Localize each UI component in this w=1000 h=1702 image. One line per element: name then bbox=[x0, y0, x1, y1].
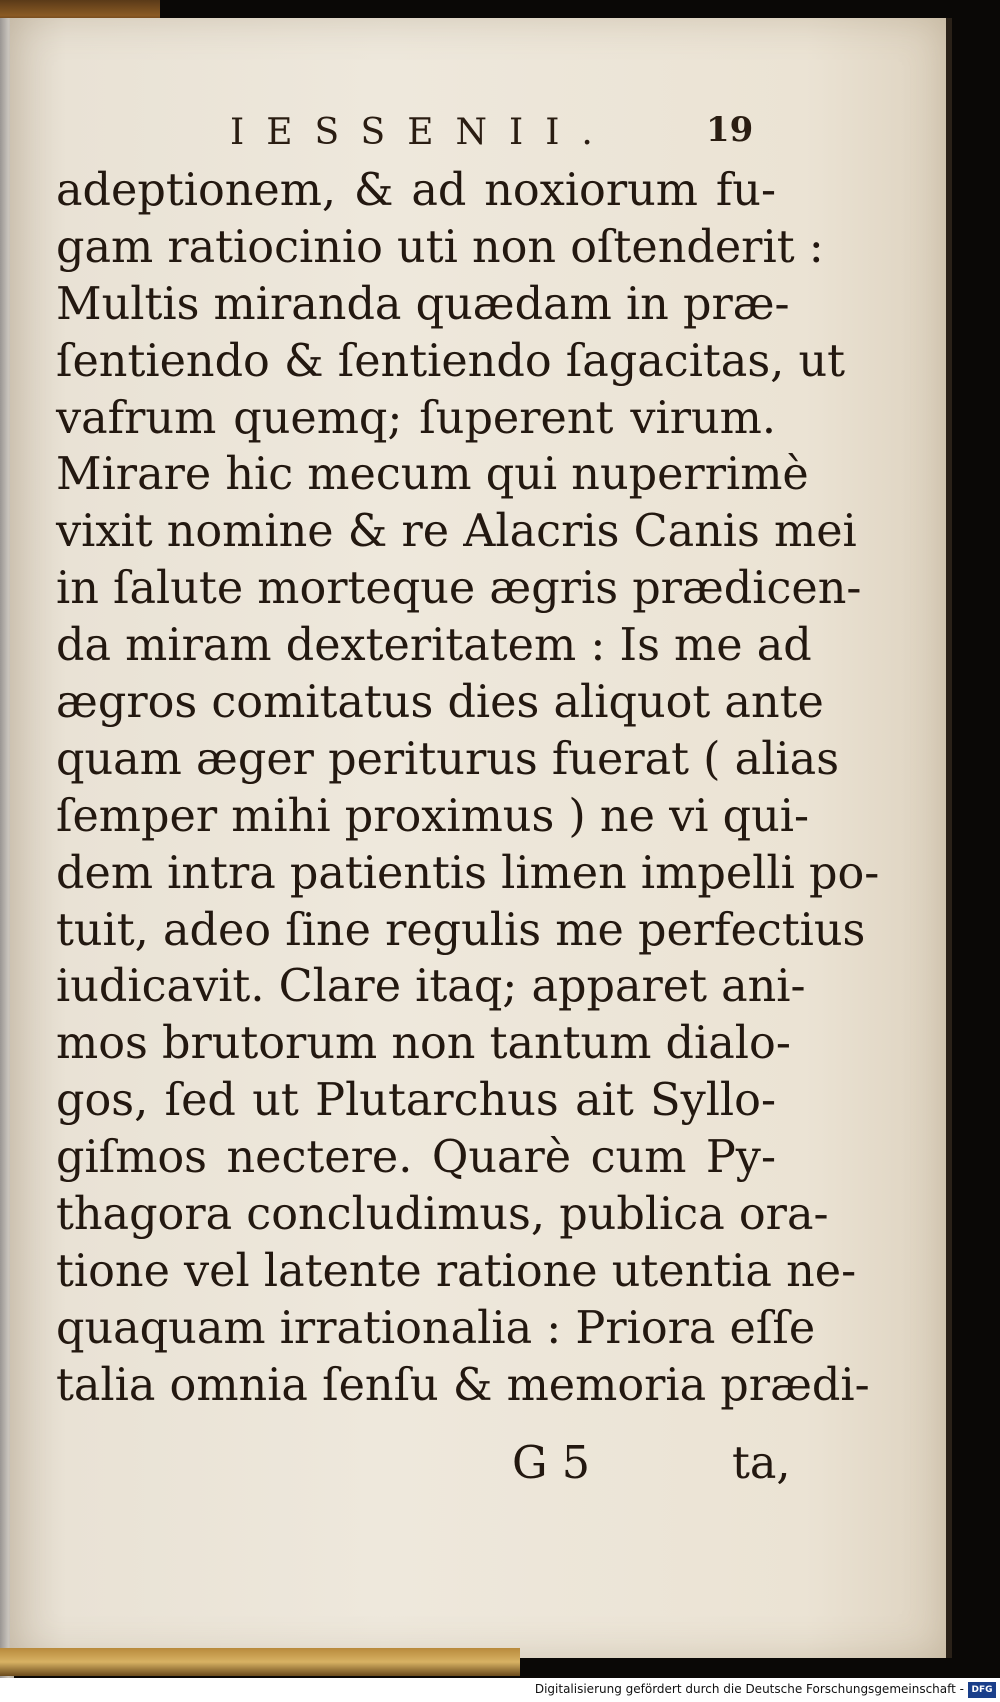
binding-bottom-edge bbox=[0, 1648, 520, 1676]
text-line: in ſalute morteque ægris prædicen- bbox=[56, 563, 862, 615]
digitization-footer bbox=[0, 1678, 1000, 1702]
text-line: Multis miranda quædam in præ- bbox=[56, 278, 790, 330]
dfg-logo: DFG bbox=[968, 1682, 996, 1698]
text-line: thagora concludimus, publica ora- bbox=[56, 1189, 829, 1241]
text-line: vafrum quemq; ſuperent virum. bbox=[56, 392, 776, 444]
body-text bbox=[56, 163, 880, 1415]
text-line: tione vel latente ratione utentia ne- bbox=[56, 1245, 857, 1297]
text-line: Mirare hic mecum qui nuperrimè bbox=[56, 449, 809, 501]
text-line: quam æger periturus fuerat ( alias bbox=[56, 733, 840, 785]
text-line: vixit nomine & re Alacris Canis mei bbox=[56, 506, 857, 558]
text-line: quaquam irrationalia : Priora eſſe bbox=[56, 1302, 816, 1354]
text-line: dem intra patientis limen impelli po- bbox=[56, 847, 880, 899]
text-line: giſmos nectere. Quarè cum Py- bbox=[56, 1132, 776, 1184]
text-line: ſentiendo & ſentiendo ſagacitas, ut bbox=[56, 335, 846, 387]
text-line: ægros comitatus dies aliquot ante bbox=[56, 677, 824, 729]
text-line: talia omnia ſenſu & memoria prædi- bbox=[56, 1359, 870, 1411]
text-line: iudicavit. Clare itaq; apparet ani- bbox=[56, 961, 806, 1013]
page-edge bbox=[946, 18, 952, 1658]
text-line: tuit, adeo ſine regulis me perfectius bbox=[56, 904, 866, 956]
text-line: gam ratiocinio uti non oſtenderit : bbox=[56, 221, 824, 273]
page-number: 19 bbox=[706, 110, 754, 150]
running-head: IESSENII. bbox=[230, 112, 615, 153]
catchword: ta, bbox=[732, 1438, 791, 1489]
text-line: ſemper mihi proximus ) ne vi qui- bbox=[56, 790, 810, 842]
text-line: da miram dexteritatem : Is me ad bbox=[56, 620, 812, 672]
signature-mark: G 5 bbox=[512, 1438, 591, 1489]
digitization-credit: Digitalisierung gefördert durch die Deutsche Forschungsgemeinschaft - bbox=[534, 1682, 964, 1696]
text-line: gos, ſed ut Plutarchus ait Syllo- bbox=[56, 1075, 776, 1127]
text-line: adeptionem, & ad noxiorum fu- bbox=[56, 165, 776, 216]
text-line: mos brutorum non tantum dialo- bbox=[56, 1018, 791, 1070]
